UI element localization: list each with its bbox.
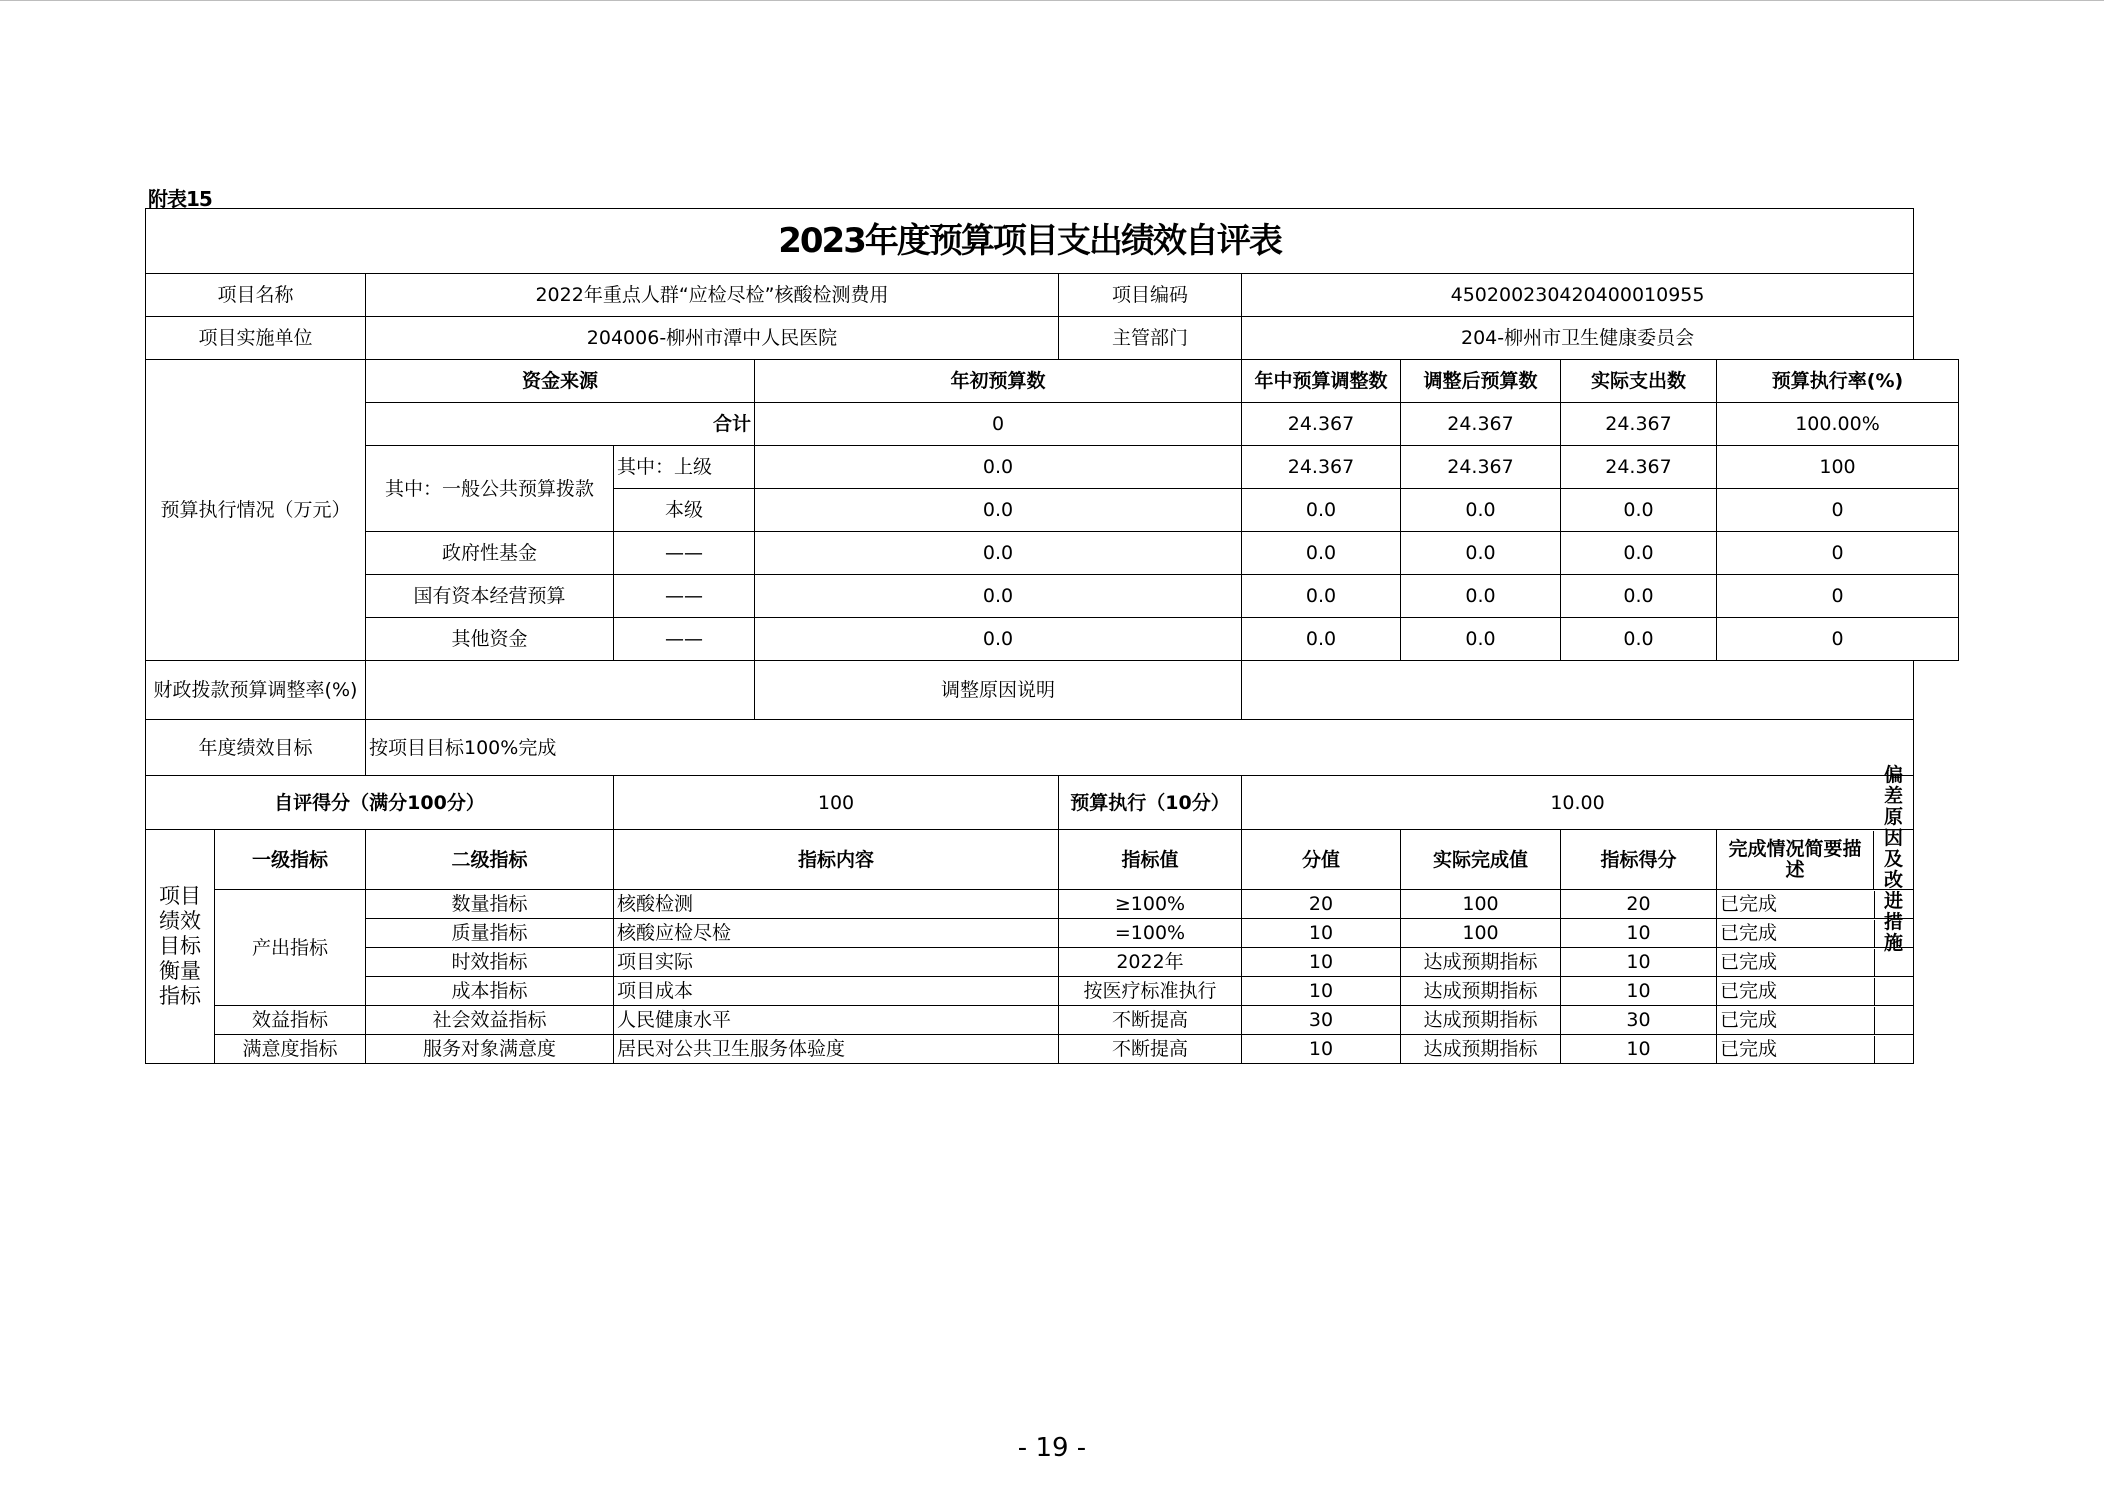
indicator-target: =100%	[1059, 919, 1242, 948]
indicator-row	[146, 1035, 1959, 1064]
indicator-desc	[1717, 1035, 1914, 1064]
local-adjusted: 0.0	[1401, 489, 1561, 532]
total-rate: 100.00%	[1717, 403, 1959, 446]
benefit-indicator-label: 效益指标	[215, 1006, 366, 1035]
indicator-level2: 质量指标	[366, 919, 614, 948]
upper-adjust: 24.367	[1242, 446, 1401, 489]
state-capital-rate: 0	[1717, 575, 1959, 618]
budget-state-capital-row	[146, 575, 1959, 618]
indicator-desc-text: 已完成	[1717, 1036, 1875, 1063]
gov-fund-actual: 0.0	[1561, 532, 1717, 575]
header-initial: 年初预算数	[755, 360, 1242, 403]
budget-upper-row	[146, 446, 1959, 489]
other-rate: 0	[1717, 618, 1959, 661]
indicator-reason	[1875, 920, 1913, 947]
indicator-weight: 10	[1242, 948, 1401, 977]
local-initial: 0.0	[755, 489, 1242, 532]
indicator-content: 核酸检测	[614, 890, 1059, 919]
other-actual: 0.0	[1561, 618, 1717, 661]
adjust-reason-label: 调整原因说明	[755, 661, 1242, 720]
upper-label: 其中：上级	[614, 446, 755, 489]
other-dash: ——	[614, 618, 755, 661]
upper-initial: 0.0	[755, 446, 1242, 489]
indicator-desc-text: 已完成	[1717, 891, 1875, 918]
gov-fund-initial: 0.0	[755, 532, 1242, 575]
indicator-score: 20	[1561, 890, 1717, 919]
total-adjusted: 24.367	[1401, 403, 1561, 446]
indicator-desc-text: 已完成	[1717, 920, 1875, 947]
local-label: 本级	[614, 489, 755, 532]
gov-fund-dash: ——	[614, 532, 755, 575]
header-adjust: 年中预算调整数	[1242, 360, 1401, 403]
indicator-target: 不断提高	[1059, 1035, 1242, 1064]
indicator-actual: 100	[1401, 919, 1561, 948]
indicator-row	[146, 890, 1959, 919]
project-name-label: 项目名称	[146, 274, 366, 317]
title-row	[146, 209, 1959, 274]
budget-header-row	[146, 360, 1959, 403]
indicator-section-label: 项目绩效目标衡量指标	[146, 830, 215, 1064]
other-label: 其他资金	[366, 618, 614, 661]
dept-value: 204-柳州市卫生健康委员会	[1242, 317, 1914, 360]
indicator-weight: 30	[1242, 1006, 1401, 1035]
indicator-row	[146, 1006, 1959, 1035]
indicator-reason	[1875, 1036, 1913, 1063]
state-capital-adjusted: 0.0	[1401, 575, 1561, 618]
gov-fund-label: 政府性基金	[366, 532, 614, 575]
page-top-border	[0, 0, 2104, 1]
indicator-level2: 社会效益指标	[366, 1006, 614, 1035]
adjust-reason-value	[1242, 661, 1914, 720]
header-rate: 预算执行率(%)	[1717, 360, 1959, 403]
budget-other-row	[146, 618, 1959, 661]
dept-label: 主管部门	[1059, 317, 1242, 360]
project-name-row	[146, 274, 1959, 317]
indicator-level2: 成本指标	[366, 977, 614, 1006]
header-actual-value: 实际完成值	[1401, 830, 1561, 890]
gov-fund-adjust: 0.0	[1242, 532, 1401, 575]
project-code-label: 项目编码	[1059, 274, 1242, 317]
indicator-weight: 10	[1242, 919, 1401, 948]
indicator-row	[146, 919, 1959, 948]
state-capital-dash: ——	[614, 575, 755, 618]
other-adjusted: 0.0	[1401, 618, 1561, 661]
indicator-score: 10	[1561, 948, 1717, 977]
state-capital-actual: 0.0	[1561, 575, 1717, 618]
goal-value: 按项目目标100%完成	[366, 720, 1914, 776]
adjust-rate-value	[366, 661, 755, 720]
score-row	[146, 776, 1959, 830]
indicator-desc-text: 已完成	[1717, 1007, 1875, 1034]
other-adjust: 0.0	[1242, 618, 1401, 661]
unit-label: 项目实施单位	[146, 317, 366, 360]
adjust-rate-row	[146, 661, 1959, 720]
header-score: 指标得分	[1561, 830, 1717, 890]
indicator-header-row	[146, 830, 1959, 890]
indicator-content: 项目成本	[614, 977, 1059, 1006]
header-level2: 二级指标	[366, 830, 614, 890]
indicator-desc-text: 已完成	[1717, 949, 1875, 976]
header-target: 指标值	[1059, 830, 1242, 890]
annex-label: 附表15	[148, 187, 212, 211]
total-initial: 0	[755, 403, 1242, 446]
unit-value: 204006-柳州市潭中人民医院	[366, 317, 1059, 360]
header-source: 资金来源	[366, 360, 755, 403]
local-actual: 0.0	[1561, 489, 1717, 532]
performance-table	[145, 208, 1959, 1064]
header-actual: 实际支出数	[1561, 360, 1717, 403]
self-score-label: 自评得分（满分100分）	[146, 776, 614, 830]
indicator-content: 项目实际	[614, 948, 1059, 977]
budget-exec-label: 预算执行（10分）	[1059, 776, 1242, 830]
indicator-reason	[1875, 978, 1913, 1005]
budget-section-label: 预算执行情况（万元）	[146, 360, 366, 661]
indicator-target: 2022年	[1059, 948, 1242, 977]
budget-gov-fund-row	[146, 532, 1959, 575]
indicator-level2: 服务对象满意度	[366, 1035, 614, 1064]
indicator-desc-text: 已完成	[1717, 978, 1875, 1005]
header-desc-text: 完成情况简要描述	[1717, 831, 1874, 889]
upper-rate: 100	[1717, 446, 1959, 489]
indicator-content: 核酸应检尽检	[614, 919, 1059, 948]
state-capital-initial: 0.0	[755, 575, 1242, 618]
indicator-desc	[1717, 890, 1914, 919]
header-content: 指标内容	[614, 830, 1059, 890]
report-table-container	[145, 208, 1959, 1064]
indicator-desc	[1717, 1006, 1914, 1035]
header-adjusted: 调整后预算数	[1401, 360, 1561, 403]
general-budget-label: 其中：一般公共预算拨款	[366, 446, 614, 532]
local-adjust: 0.0	[1242, 489, 1401, 532]
report-title: 2023年度预算项目支出绩效自评表	[146, 209, 1914, 274]
indicator-actual: 达成预期指标	[1401, 1006, 1561, 1035]
indicator-row	[146, 977, 1959, 1006]
other-initial: 0.0	[755, 618, 1242, 661]
indicator-target: ≥100%	[1059, 890, 1242, 919]
indicator-score: 10	[1561, 977, 1717, 1006]
state-capital-adjust: 0.0	[1242, 575, 1401, 618]
indicator-content: 居民对公共卫生服务体验度	[614, 1035, 1059, 1064]
indicator-target: 按医疗标准执行	[1059, 977, 1242, 1006]
header-reason-text: 偏差原因及改进措施	[1884, 764, 1904, 954]
budget-total-row	[146, 403, 1959, 446]
state-capital-label: 国有资本经营预算	[366, 575, 614, 618]
adjust-rate-label: 财政拨款预算调整率(%)	[146, 661, 366, 720]
unit-row	[146, 317, 1959, 360]
indicator-target: 不断提高	[1059, 1006, 1242, 1035]
header-level1: 一级指标	[215, 830, 366, 890]
indicator-actual: 达成预期指标	[1401, 948, 1561, 977]
indicator-row	[146, 948, 1959, 977]
goal-label: 年度绩效目标	[146, 720, 366, 776]
indicator-desc	[1717, 948, 1914, 977]
indicator-reason	[1875, 1007, 1913, 1034]
upper-adjusted: 24.367	[1401, 446, 1561, 489]
indicator-weight: 20	[1242, 890, 1401, 919]
indicator-score: 30	[1561, 1006, 1717, 1035]
total-adjust: 24.367	[1242, 403, 1401, 446]
indicator-content: 人民健康水平	[614, 1006, 1059, 1035]
project-name-value: 2022年重点人群“应检尽检”核酸检测费用	[366, 274, 1059, 317]
indicator-level2: 时效指标	[366, 948, 614, 977]
goal-row	[146, 720, 1959, 776]
satisfaction-indicator-label: 满意度指标	[215, 1035, 366, 1064]
indicator-reason	[1875, 891, 1913, 918]
gov-fund-rate: 0	[1717, 532, 1959, 575]
indicator-desc	[1717, 919, 1914, 948]
project-code-value: 450200230420400010955	[1242, 274, 1914, 317]
indicator-reason	[1875, 949, 1913, 976]
indicator-level2: 数量指标	[366, 890, 614, 919]
indicator-weight: 10	[1242, 977, 1401, 1006]
gov-fund-adjusted: 0.0	[1401, 532, 1561, 575]
indicator-actual: 达成预期指标	[1401, 977, 1561, 1006]
total-actual: 24.367	[1561, 403, 1717, 446]
budget-exec-value: 10.00	[1242, 776, 1914, 830]
header-weight: 分值	[1242, 830, 1401, 890]
indicator-weight: 10	[1242, 1035, 1401, 1064]
indicator-actual: 100	[1401, 890, 1561, 919]
indicator-desc	[1717, 977, 1914, 1006]
upper-actual: 24.367	[1561, 446, 1717, 489]
indicator-score: 10	[1561, 1035, 1717, 1064]
output-indicator-label: 产出指标	[215, 890, 366, 1006]
total-label: 合计	[366, 403, 755, 446]
indicator-actual: 达成预期指标	[1401, 1035, 1561, 1064]
self-score-value: 100	[614, 776, 1059, 830]
local-rate: 0	[1717, 489, 1959, 532]
page-number: - 19 -	[1017, 1433, 1087, 1463]
indicator-score: 10	[1561, 919, 1717, 948]
